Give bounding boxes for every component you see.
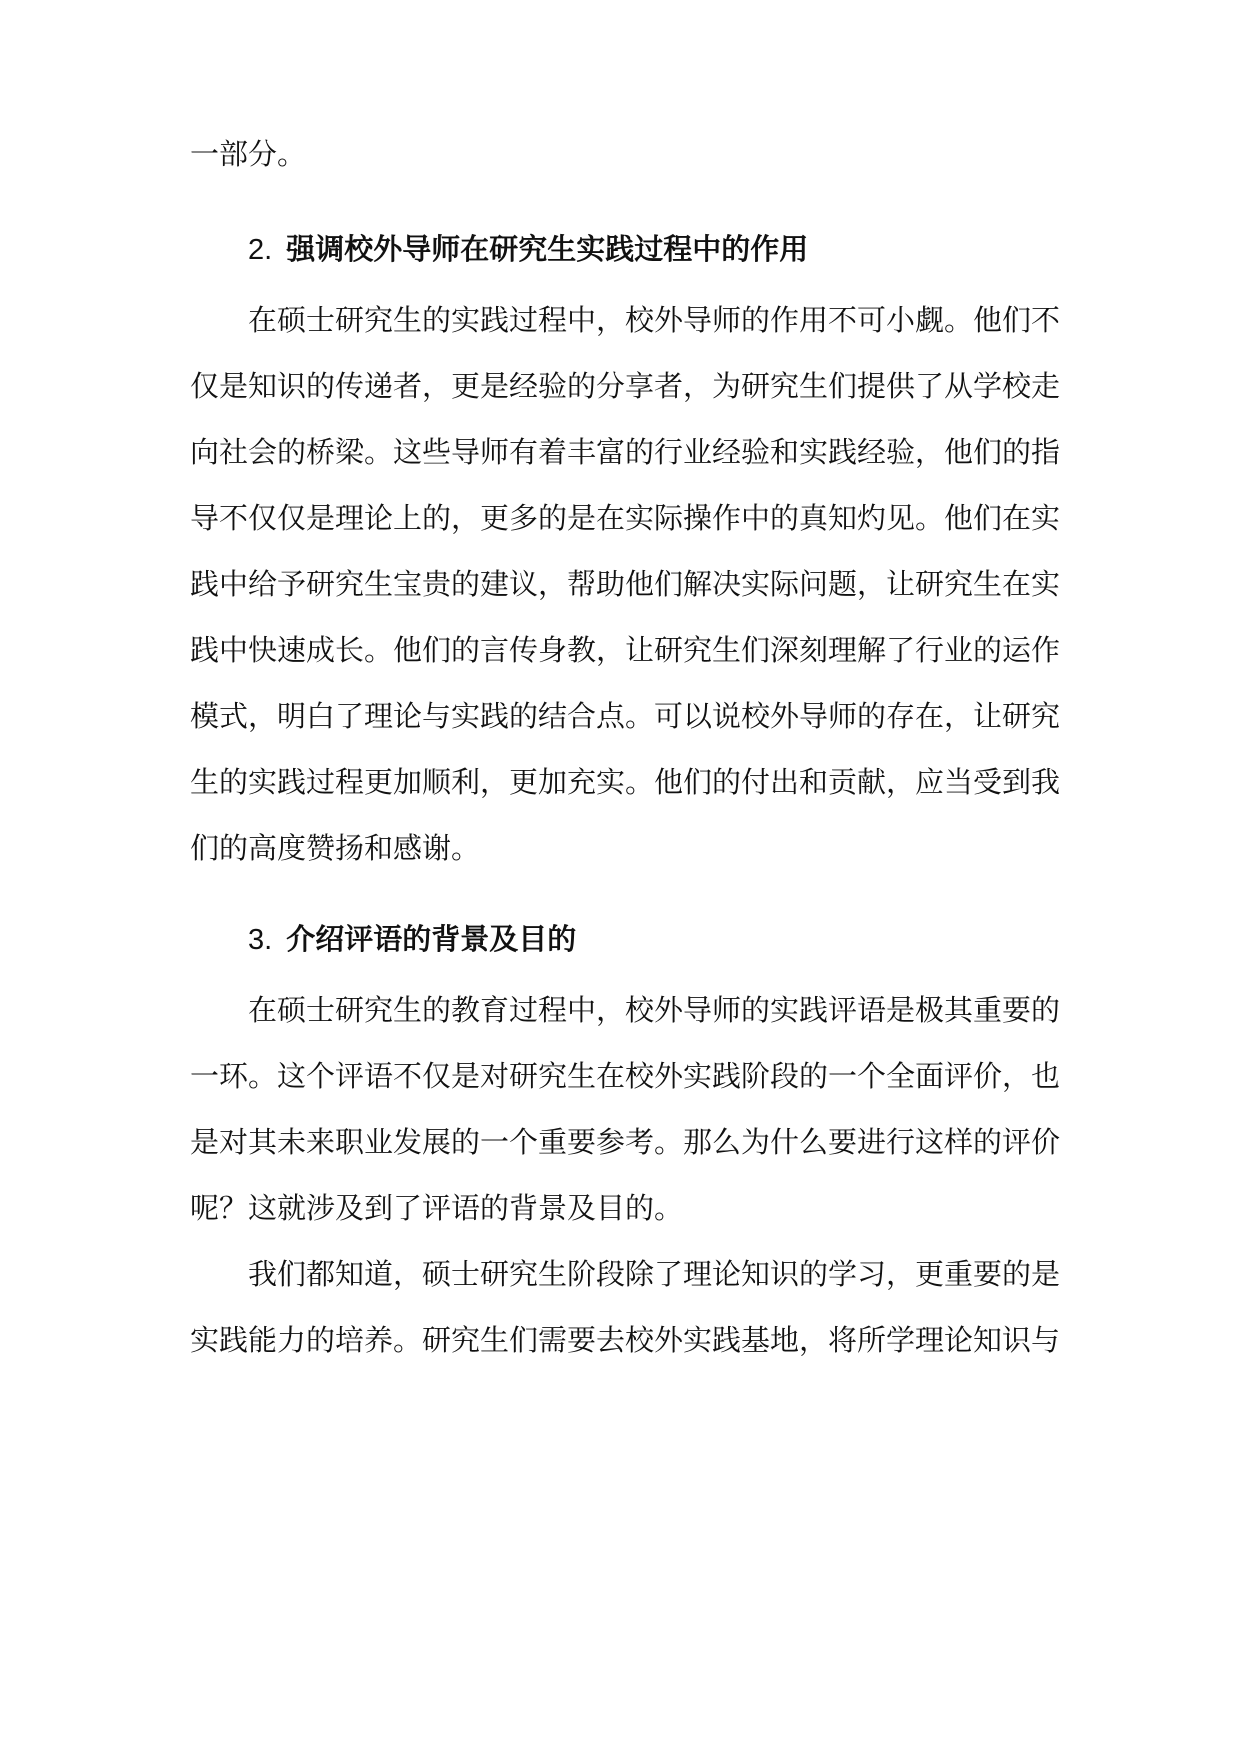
paragraph-line: 一环。这个评语不仅是对研究生在校外实践阶段的一个全面评价，也 <box>190 1059 1061 1093</box>
paragraph-line: 在硕士研究生的教育过程中，校外导师的实践评语是极其重要的 <box>248 993 1061 1027</box>
section-2-number: 2. <box>248 234 273 266</box>
paragraph-line: 们的高度赞扬和感谢。 <box>190 831 481 865</box>
paragraph-line: 向社会的桥梁。这些导师有着丰富的行业经验和实践经验，他们的指 <box>190 435 1061 469</box>
section-3-number: 3. <box>248 924 273 956</box>
paragraph-line: 践中给予研究生宝贵的建议，帮助他们解决实际问题，让研究生在实 <box>190 567 1061 601</box>
section-3-heading <box>248 919 576 960</box>
paragraph-line: 导不仅仅是理论上的，更多的是在实际操作中的真知灼见。他们在实 <box>190 501 1061 535</box>
paragraph-line: 仅是知识的传递者，更是经验的分享者，为研究生们提供了从学校走 <box>190 369 1061 403</box>
paragraph-line: 实践能力的培养。研究生们需要去校外实践基地，将所学理论知识与 <box>190 1323 1061 1357</box>
paragraph-line: 在硕士研究生的实践过程中，校外导师的作用不可小觑。他们不 <box>248 303 1061 337</box>
section-3-title: 介绍评语的背景及目的 <box>286 922 577 956</box>
paragraph-line: 生的实践过程更加顺利，更加充实。他们的付出和贡献，应当受到我 <box>190 765 1061 799</box>
section-2-heading <box>248 229 808 270</box>
paragraph-line: 是对其未来职业发展的一个重要参考。那么为什么要进行这样的评价 <box>190 1125 1061 1159</box>
paragraph-line: 呢？这就涉及到了评语的背景及目的。 <box>190 1191 684 1225</box>
paragraph-line: 我们都知道，硕士研究生阶段除了理论知识的学习，更重要的是 <box>248 1257 1061 1291</box>
paragraph-line: 模式，明白了理论与实践的结合点。可以说校外导师的存在，让研究 <box>190 699 1061 733</box>
section-2-title: 强调校外导师在研究生实践过程中的作用 <box>286 232 809 266</box>
paragraph-line: 践中快速成长。他们的言传身教，让研究生们深刻理解了行业的运作 <box>190 633 1061 667</box>
continuation-text: 一部分。 <box>190 137 307 171</box>
